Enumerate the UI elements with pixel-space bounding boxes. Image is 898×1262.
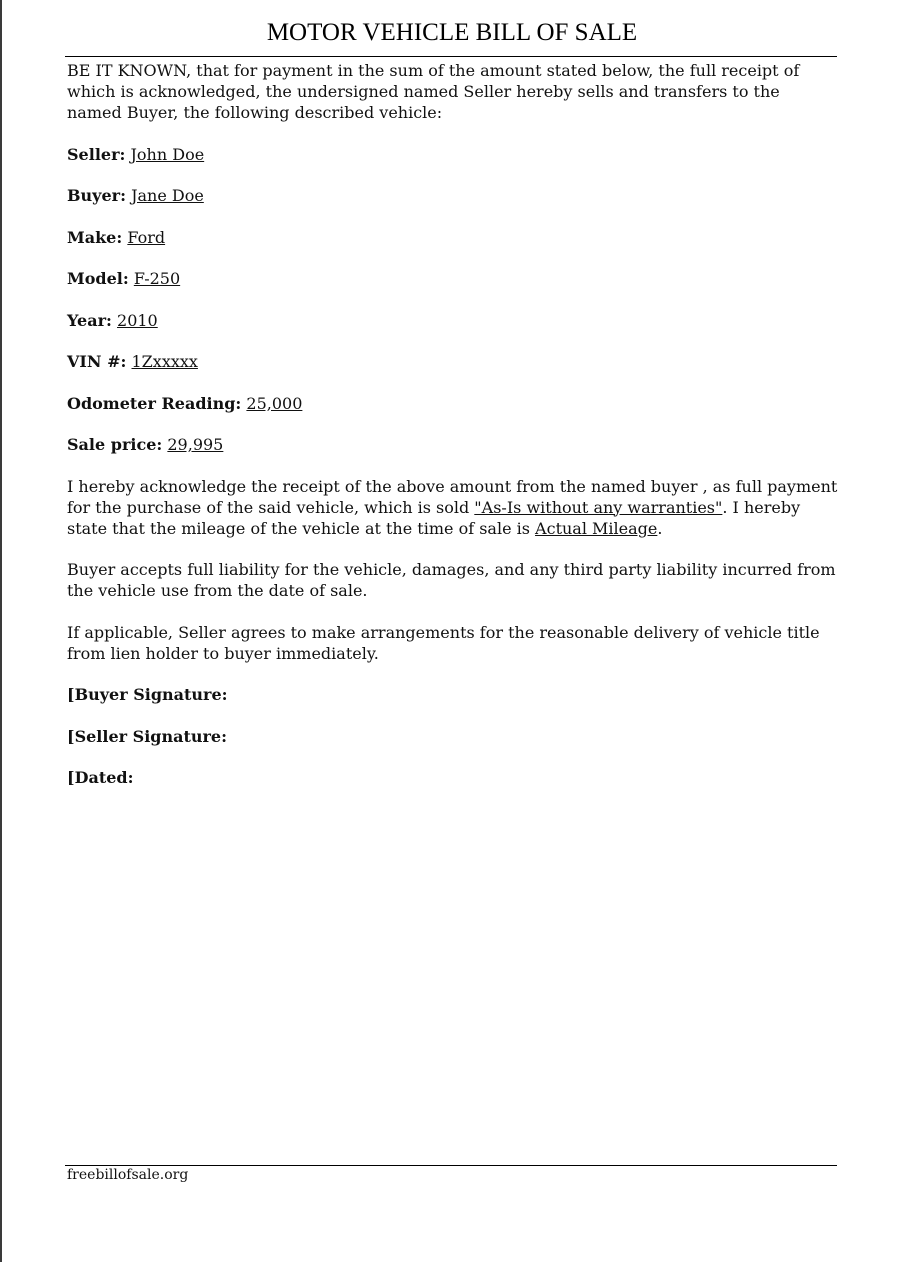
acknowledgment-text-2: . I hereby state that the mileage of the vehicle at the time of sale is [67,497,801,538]
sale-price-value: 29,995 [167,435,224,454]
buyer-label: Buyer: [67,186,126,205]
acknowledgment-text-1: I hereby acknowledge the receipt of the above amount from the named buyer , as full payment for the purchase of the said vehicle, which is sold [67,476,838,517]
make-value: Ford [127,227,166,247]
odometer-value: 25,000 [246,393,303,413]
buyer-field [67,185,839,206]
buyer-value: Jane Doe [131,186,204,205]
title-divider [65,56,837,57]
document-title: MOTOR VEHICLE BILL OF SALE [266,19,638,46]
make-label: Make: [67,227,123,247]
acknowledgment-paragraph [67,476,839,539]
sale-price-field [67,434,839,455]
lien-paragraph: If applicable, Seller agrees to make arrangements for the reasonable delivery of vehicle title from lien holder to buyer immediately. [67,622,820,663]
acknowledgment-text-3: . [657,518,663,538]
intro-paragraph: BE IT KNOWN, that for payment in the sum of the amount stated below, the full receipt of which is acknowledged, the undersigned named Seller hereby sells and transfers to the named Buyer, the following described vehicle: [67,61,800,122]
vin-label: VIN #: [67,352,127,371]
odometer-field [67,393,839,414]
as-is-clause: "As-Is without any warranties" [474,497,723,517]
seller-field [67,144,839,165]
model-label: Model: [67,269,129,288]
model-field [67,268,839,289]
mileage-clause: Actual Mileage [535,518,658,538]
seller-value: John Doe [130,144,205,164]
liability-paragraph: Buyer accepts full liability for the vehicle, damages, and any third party liability incurred from the vehicle use from the date of sale. [67,560,836,600]
vin-value: 1Zxxxxx [131,352,198,371]
vin-field [67,351,839,372]
seller-signature-line: [Seller Signature: [67,726,227,746]
odometer-label: Odometer Reading: [67,393,242,413]
year-value: 2010 [117,310,158,330]
buyer-signature-line: [Buyer Signature: [67,685,228,704]
year-label: Year: [67,310,112,330]
sale-price-label: Sale price: [67,435,163,454]
model-value: F-250 [133,269,181,288]
page-left-border [0,0,2,1262]
dated-line: [Dated: [67,768,134,787]
make-field [67,227,839,248]
seller-label: Seller: [67,144,126,164]
document-body [67,60,839,809]
footer-source: freebillofsale.org [67,1167,189,1183]
year-field [67,310,839,331]
